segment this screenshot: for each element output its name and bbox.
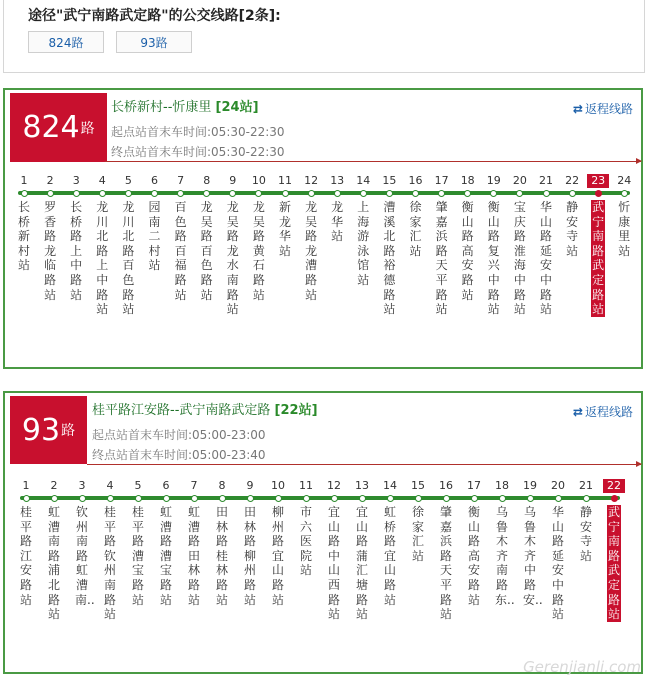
stop-index: 12 xyxy=(304,174,319,187)
stop-name[interactable]: 龙吴路龙水南路站 xyxy=(226,200,239,317)
stop-dot-icon xyxy=(471,495,478,502)
stop-item[interactable] xyxy=(407,479,429,563)
stop-dot-icon xyxy=(247,495,254,502)
stop-name[interactable]: 漕溪北路裕德路站 xyxy=(383,200,396,317)
stop-dot-icon xyxy=(386,190,393,197)
stop-count: [24站] xyxy=(215,100,259,115)
stop-index: 21 xyxy=(579,479,593,492)
stop-name[interactable]: 钦州南路虹漕南.. xyxy=(75,505,95,607)
end-time: 终点站首末车时间:05:30-22:30 xyxy=(111,145,285,159)
stop-item[interactable] xyxy=(300,174,322,302)
stop-dot-icon xyxy=(438,190,445,197)
stop-item[interactable] xyxy=(91,174,113,317)
stop-index: 16 xyxy=(408,174,423,187)
stop-item[interactable] xyxy=(575,479,597,563)
stop-name[interactable]: 龙吴路黄石路站 xyxy=(252,200,265,302)
stop-item[interactable] xyxy=(211,479,233,607)
stop-name[interactable]: 武宁南路武定路站 xyxy=(592,200,605,317)
stop-item[interactable] xyxy=(248,174,270,302)
stop-index: 9 xyxy=(229,174,237,187)
stop-dot-icon xyxy=(611,495,618,502)
stop-name[interactable]: 华山路延安中路站 xyxy=(539,200,552,317)
stop-item[interactable] xyxy=(613,174,635,258)
stop-name[interactable]: 田林路桂林路站 xyxy=(215,505,228,607)
route-endpoints[interactable]: 长桥新村--忻康里 xyxy=(111,100,212,115)
stop-item[interactable] xyxy=(239,479,261,607)
stop-name[interactable]: 长桥路上中路站 xyxy=(70,200,83,302)
stop-index: 17 xyxy=(467,479,481,492)
stop-item[interactable] xyxy=(43,479,65,622)
stop-item[interactable] xyxy=(457,174,479,302)
page-title: 途径"武宁南路武定路"的公交线路[2条]: xyxy=(28,8,281,24)
route-endpoints[interactable]: 桂平路江安路--武宁南路武定路 xyxy=(92,403,271,418)
stop-index: 10 xyxy=(271,479,285,492)
stop-name[interactable]: 虹漕南路浦北路站 xyxy=(47,505,60,622)
route-name[interactable] xyxy=(92,399,318,418)
stop-item[interactable] xyxy=(117,174,139,317)
reverse-label[interactable]: 返程线路 xyxy=(584,102,633,116)
stop-item[interactable] xyxy=(196,174,218,302)
stop-name[interactable]: 龙川北路上中路站 xyxy=(96,200,109,317)
stop-dot-icon xyxy=(583,495,590,502)
stop-name[interactable]: 长桥新村站 xyxy=(17,200,30,273)
stop-index: 5 xyxy=(124,174,132,187)
stop-dot-icon xyxy=(21,190,28,197)
stop-item[interactable] xyxy=(491,479,513,607)
stop-name[interactable]: 武宁南路武定路站 xyxy=(607,505,620,622)
stop-name[interactable]: 虹桥路宜山路站 xyxy=(383,505,396,607)
stop-index: 8 xyxy=(218,479,226,492)
stop-index: 6 xyxy=(162,479,170,492)
stop-index: 4 xyxy=(98,174,106,187)
stop-dot-icon xyxy=(47,190,54,197)
stop-dot-icon xyxy=(464,190,471,197)
stop-name[interactable]: 肇嘉浜路天平路站 xyxy=(439,505,452,622)
stop-index: 20 xyxy=(551,479,565,492)
stop-index: 23 xyxy=(587,174,609,188)
stop-index: 22 xyxy=(565,174,580,187)
route-suffix: 路 xyxy=(80,120,95,137)
stop-item[interactable] xyxy=(99,479,121,622)
stop-index: 6 xyxy=(151,174,158,187)
stop-item[interactable] xyxy=(547,479,569,622)
stop-name[interactable]: 宜山路中山西路站 xyxy=(327,505,340,622)
reverse-route-link[interactable] xyxy=(573,100,633,117)
stop-item[interactable] xyxy=(65,174,87,302)
stop-index: 11 xyxy=(278,174,292,187)
stop-dot-icon xyxy=(191,495,198,502)
stop-dot-icon xyxy=(203,190,210,197)
stop-dot-icon xyxy=(219,495,226,502)
stop-name[interactable]: 乌鲁木齐南路东.. xyxy=(495,505,515,607)
route-number: 824 xyxy=(22,110,80,145)
tab-route-93[interactable]: 93路 xyxy=(116,31,192,53)
stop-index: 18 xyxy=(495,479,509,492)
stop-dot-icon xyxy=(621,190,628,197)
stop-dot-icon xyxy=(331,495,338,502)
swap-icon: ⇄ xyxy=(572,405,583,419)
stop-item[interactable] xyxy=(378,174,400,317)
stop-dot-icon xyxy=(51,495,58,502)
stop-dot-icon xyxy=(412,190,419,197)
stop-index: 21 xyxy=(539,174,553,187)
stop-item[interactable] xyxy=(222,174,244,317)
stop-index: 9 xyxy=(246,479,254,492)
stop-name[interactable]: 上海游泳馆站 xyxy=(357,200,370,287)
stop-name[interactable]: 龙华站 xyxy=(331,200,344,244)
stop-index: 14 xyxy=(356,174,371,187)
stop-dot-icon xyxy=(595,190,602,197)
tab-route-824[interactable]: 824路 xyxy=(28,31,104,53)
route-suffix: 路 xyxy=(61,423,76,439)
stop-dot-icon xyxy=(151,190,158,197)
stop-item[interactable] xyxy=(535,174,557,317)
stop-index: 4 xyxy=(106,479,114,492)
stop-dot-icon xyxy=(555,495,562,502)
watermark: Gerenjianli.com xyxy=(523,658,641,676)
stop-name[interactable]: 新龙华站 xyxy=(278,200,291,258)
divider xyxy=(105,161,641,162)
stop-dot-icon xyxy=(163,495,170,502)
stop-name[interactable]: 园南二村站 xyxy=(148,200,161,273)
stop-dot-icon xyxy=(135,495,142,502)
stop-item[interactable] xyxy=(603,479,625,622)
reverse-route-link[interactable] xyxy=(573,403,633,420)
reverse-label[interactable]: 返程线路 xyxy=(584,405,633,419)
stop-dot-icon xyxy=(415,495,422,502)
stop-item[interactable] xyxy=(13,174,35,273)
stop-name[interactable]: 龙吴路百色路站 xyxy=(200,200,213,302)
stop-item[interactable] xyxy=(561,174,583,258)
route-tabs xyxy=(28,31,192,53)
stop-dot-icon xyxy=(359,495,366,502)
stop-dot-icon xyxy=(527,495,534,502)
stop-index: 8 xyxy=(203,174,211,187)
stop-dot-icon xyxy=(79,495,86,502)
stop-name[interactable]: 华山路延安中路站 xyxy=(551,505,564,622)
stop-item[interactable] xyxy=(405,174,427,258)
stop-index: 13 xyxy=(330,174,345,187)
stop-name[interactable]: 宝庆路淮海中路站 xyxy=(513,200,526,317)
stop-index: 19 xyxy=(523,479,537,492)
stop-dot-icon xyxy=(125,190,132,197)
stop-dot-icon xyxy=(543,190,550,197)
stop-item[interactable] xyxy=(519,479,541,607)
stop-name[interactable]: 桂平路钦州南路站 xyxy=(103,505,116,622)
stop-name[interactable]: 虹漕路田林路站 xyxy=(187,505,200,607)
stop-name[interactable]: 罗香路龙临路站 xyxy=(44,200,57,302)
swap-icon: ⇄ xyxy=(572,102,583,116)
stop-dot-icon xyxy=(229,190,236,197)
stop-item[interactable] xyxy=(183,479,205,607)
stop-name[interactable]: 百色路百福路站 xyxy=(174,200,187,302)
route-card-93 xyxy=(3,391,643,674)
stop-dot-icon xyxy=(308,190,315,197)
stop-item[interactable] xyxy=(379,479,401,607)
stop-index: 20 xyxy=(512,174,527,187)
stop-name[interactable]: 衡山路高安路站 xyxy=(461,200,474,302)
stop-index: 18 xyxy=(460,174,475,187)
stop-name[interactable]: 衡山路复兴中路站 xyxy=(487,200,500,317)
stop-item[interactable] xyxy=(295,479,317,578)
stop-item[interactable] xyxy=(435,479,457,622)
route-number: 93 xyxy=(21,412,61,448)
stop-dot-icon xyxy=(443,495,450,502)
stop-dot-icon xyxy=(73,190,80,197)
stop-name[interactable]: 虹漕路漕宝路站 xyxy=(159,505,172,607)
stop-name[interactable]: 龙川北路百色路站 xyxy=(122,200,135,317)
stop-name[interactable]: 肇嘉浜路天平路站 xyxy=(435,200,448,317)
stop-index: 3 xyxy=(78,479,86,492)
stop-item[interactable] xyxy=(274,174,296,258)
stop-dot-icon xyxy=(107,495,114,502)
stop-index: 12 xyxy=(327,479,341,492)
stop-index: 2 xyxy=(50,479,58,492)
stop-index: 15 xyxy=(382,174,397,187)
stop-name[interactable]: 市六医院站 xyxy=(299,505,312,578)
route-search-header xyxy=(3,0,645,73)
route-card-824 xyxy=(3,88,643,369)
stop-dot-icon xyxy=(275,495,282,502)
stop-item[interactable] xyxy=(323,479,345,622)
stop-item[interactable] xyxy=(463,479,485,607)
start-time: 起点站首末车时间:05:00-23:00 xyxy=(92,428,266,442)
stop-name[interactable]: 徐家汇站 xyxy=(411,505,424,563)
stop-index: 7 xyxy=(177,174,185,187)
end-time: 终点站首末车时间:05:00-23:40 xyxy=(92,448,266,462)
stop-name[interactable]: 静安寺站 xyxy=(566,200,579,258)
stop-name[interactable]: 乌鲁木齐中路安.. xyxy=(523,505,543,607)
stop-name[interactable]: 衡山路高安路站 xyxy=(467,505,480,607)
stop-index: 11 xyxy=(299,479,313,492)
stop-dot-icon xyxy=(282,190,289,197)
stop-item[interactable] xyxy=(483,174,505,317)
stop-item[interactable] xyxy=(431,174,453,317)
stop-item[interactable] xyxy=(170,174,192,302)
stop-index: 16 xyxy=(439,479,453,492)
stop-dot-icon xyxy=(516,190,523,197)
stop-dot-icon xyxy=(255,190,262,197)
stop-index: 10 xyxy=(251,174,266,187)
stop-item[interactable] xyxy=(326,174,348,244)
stop-index: 7 xyxy=(190,479,198,492)
stop-item[interactable] xyxy=(587,174,609,317)
stop-item[interactable] xyxy=(127,479,149,607)
start-time: 起点站首末车时间:05:30-22:30 xyxy=(111,125,285,139)
stop-index: 1 xyxy=(20,174,28,187)
stop-name[interactable]: 桂平路江安路站 xyxy=(19,505,32,607)
stop-item[interactable] xyxy=(267,479,289,607)
stop-index: 19 xyxy=(486,174,501,187)
stop-item[interactable] xyxy=(509,174,531,317)
stop-dot-icon xyxy=(177,190,184,197)
stop-name[interactable]: 徐家汇站 xyxy=(409,200,422,258)
stop-index: 24 xyxy=(617,174,632,187)
stop-index: 13 xyxy=(355,479,369,492)
stop-name[interactable]: 桂平路漕宝路站 xyxy=(131,505,144,607)
stop-index: 2 xyxy=(46,174,54,187)
divider xyxy=(87,464,641,465)
stop-dot-icon xyxy=(387,495,394,502)
stop-dot-icon xyxy=(360,190,367,197)
stop-dot-icon xyxy=(99,190,106,197)
route-number-badge xyxy=(10,93,107,162)
stop-index: 3 xyxy=(72,174,80,187)
stop-dot-icon xyxy=(334,190,341,197)
stop-name[interactable]: 静安寺站 xyxy=(579,505,592,563)
stop-dot-icon xyxy=(23,495,30,502)
stop-item[interactable] xyxy=(352,174,374,288)
stop-index: 17 xyxy=(434,174,449,187)
stop-count: [22站] xyxy=(274,403,318,418)
stop-dot-icon xyxy=(569,190,576,197)
stop-name[interactable]: 龙吴路龙漕路站 xyxy=(305,200,318,302)
stop-item[interactable] xyxy=(144,174,166,273)
stop-name[interactable]: 柳州路宜山路站 xyxy=(271,505,284,607)
stop-item[interactable] xyxy=(39,174,61,302)
stop-item[interactable] xyxy=(15,479,37,607)
stop-index: 14 xyxy=(383,479,397,492)
stop-item[interactable] xyxy=(155,479,177,607)
stop-item[interactable] xyxy=(71,479,93,607)
stop-dot-icon xyxy=(303,495,310,502)
route-name[interactable] xyxy=(111,96,259,115)
route-number-badge xyxy=(10,396,87,464)
stop-dot-icon xyxy=(499,495,506,502)
stop-name[interactable]: 忻康里站 xyxy=(618,200,631,258)
stop-index: 1 xyxy=(22,479,30,492)
stop-index: 22 xyxy=(603,479,625,493)
stop-index: 5 xyxy=(134,479,142,492)
stop-index: 15 xyxy=(411,479,425,492)
stop-name[interactable]: 田林路柳州路站 xyxy=(243,505,256,607)
stop-item[interactable] xyxy=(351,479,373,622)
stop-name[interactable]: 宜山路蒲汇塘路站 xyxy=(355,505,368,622)
stop-dot-icon xyxy=(490,190,497,197)
